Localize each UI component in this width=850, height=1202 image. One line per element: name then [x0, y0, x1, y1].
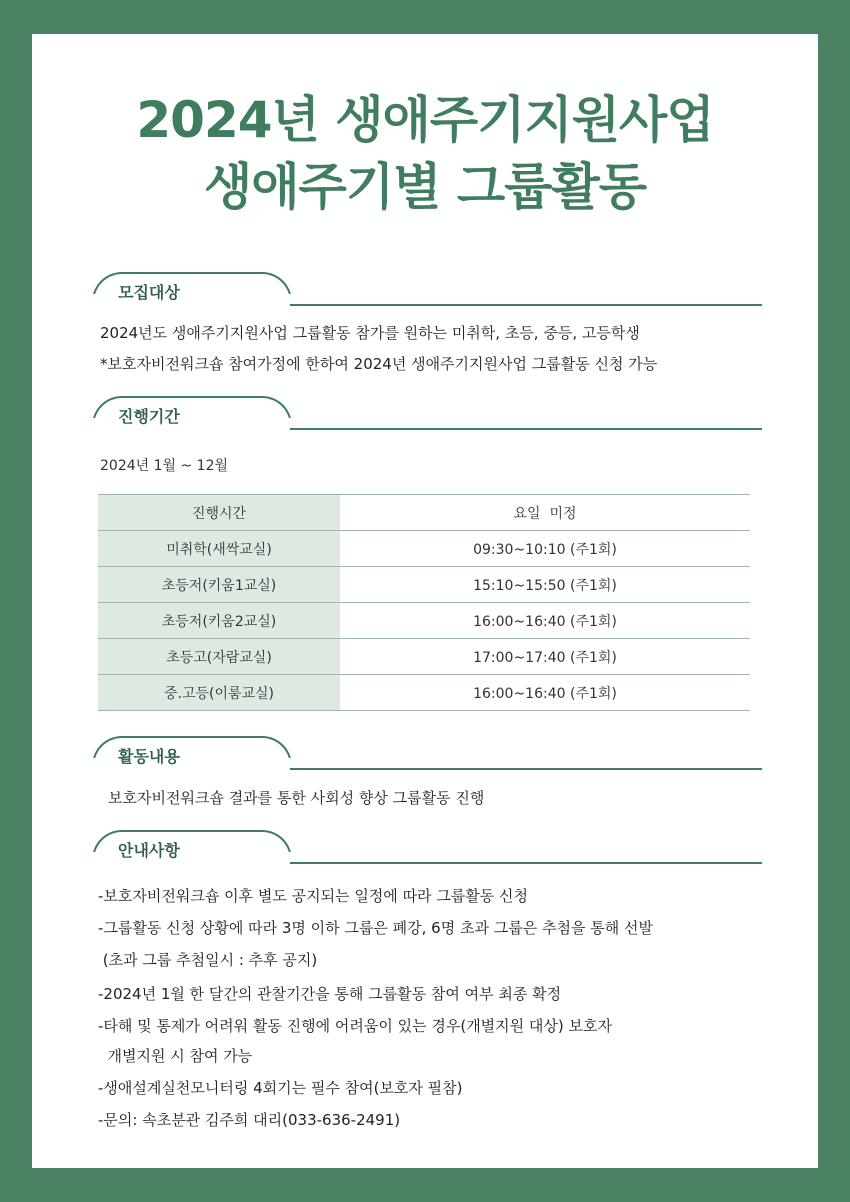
notice-line: -문의: 속초분관 김주희 대리(033-636-2491) [98, 1111, 401, 1129]
header-rule [290, 304, 762, 306]
table-cell-group: 초등고(자람교실) [98, 639, 340, 675]
notice-line: -2024년 1월 한 달간의 관찰기간을 통해 그룹활동 참여 여부 최종 확정 [98, 985, 562, 1003]
table-header-cell: 진행시간 [98, 495, 340, 531]
notice-line: -보호자비전워크숍 이후 별도 공지되는 일정에 따라 그룹활동 신청 [98, 887, 529, 905]
schedule-table [98, 494, 750, 711]
section-heading-notice: 안내사항 [118, 841, 180, 860]
period-range: 2024년 1월 ~ 12월 [100, 458, 229, 474]
section-header-period [92, 396, 762, 430]
notice-line: 개별지원 시 참여 가능 [98, 1047, 253, 1065]
activity-line-1: 보호자비전워크숍 결과를 통한 사회성 향상 그룹활동 진행 [108, 789, 485, 807]
table-cell-group: 중.고등(이룸교실) [98, 675, 340, 711]
notice-line: -생애설계실천모니터링 4회기는 필수 참여(보호자 필참) [98, 1079, 463, 1097]
table-cell-time: 15:10~15:50 (주1회) [340, 567, 750, 603]
notice-line: -그룹활동 신청 상황에 따라 3명 이하 그룹은 폐강, 6명 초과 그룹은 추첨을 통해 선발 [98, 919, 653, 937]
title-line-1: 2024년 생애주기지원사업 [136, 91, 714, 149]
recruit-line-1: 2024년도 생애주기지원사업 그룹활동 참가를 원하는 미취학, 초등, 중등, 고등학생 [100, 324, 640, 342]
table-header-row [98, 495, 750, 531]
table-cell-group: 미취학(새싹교실) [98, 531, 340, 567]
table-cell-time: 16:00~16:40 (주1회) [340, 675, 750, 711]
table-header-cell: 요일 미정 [340, 495, 750, 531]
table-row [98, 603, 750, 639]
table-cell-group: 초등저(키움2교실) [98, 603, 340, 639]
table-row [98, 675, 750, 711]
table-row [98, 639, 750, 675]
section-heading-recruit: 모집대상 [118, 283, 180, 302]
section-header-activity [92, 736, 762, 770]
recruit-line-2: *보호자비전워크숍 참여가정에 한하여 2024년 생애주기지원사업 그룹활동 신청 가능 [100, 355, 658, 373]
section-header-recruit [92, 272, 762, 306]
section-heading-activity: 활동내용 [118, 747, 180, 766]
notice-line: -타해 및 통제가 어려워 활동 진행에 어려움이 있는 경우(개별지원 대상) 보호자 [98, 1017, 612, 1035]
table-cell-time: 09:30~10:10 (주1회) [340, 531, 750, 567]
title-line-2: 생애주기별 그룹활동 [203, 158, 647, 216]
table-row [98, 531, 750, 567]
notice-line: (초과 그룹 추첨일시 : 추후 공지) [98, 951, 318, 969]
table-cell-time: 16:00~16:40 (주1회) [340, 603, 750, 639]
table-row [98, 567, 750, 603]
poster-card [32, 34, 818, 1168]
table-cell-time: 17:00~17:40 (주1회) [340, 639, 750, 675]
table-cell-group: 초등저(키움1교실) [98, 567, 340, 603]
section-header-notice [92, 830, 762, 864]
section-heading-period: 진행기간 [118, 407, 180, 426]
